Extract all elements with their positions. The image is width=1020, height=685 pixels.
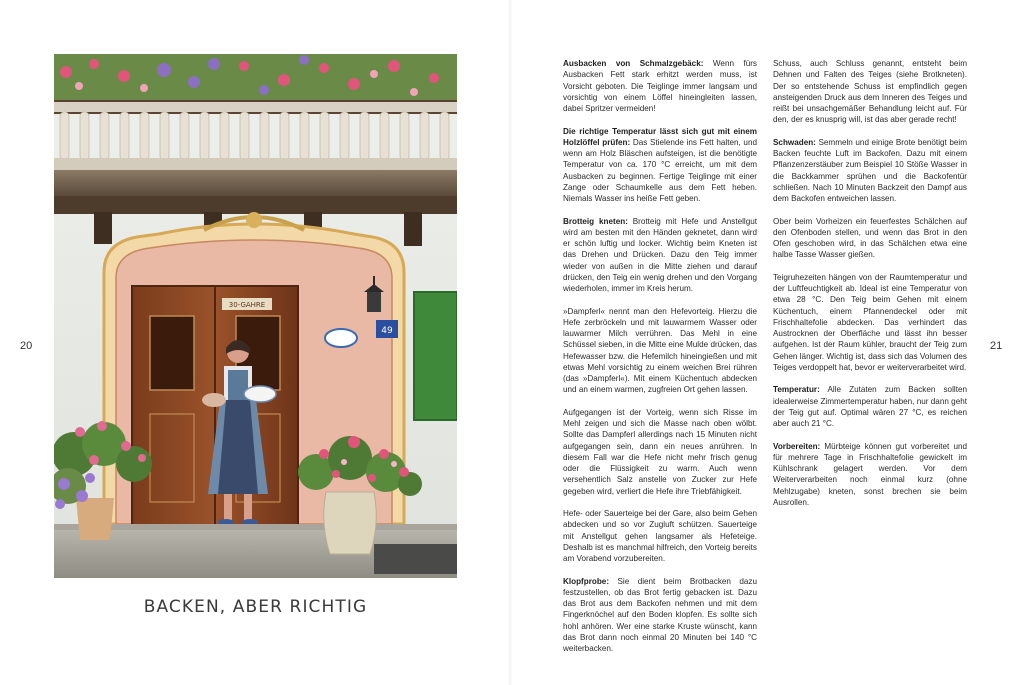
gutter	[508, 0, 512, 685]
paragraph-heading: Klopfprobe:	[563, 576, 610, 586]
house-number: 49	[381, 326, 393, 336]
text-column-right	[773, 58, 967, 519]
paragraph	[773, 441, 967, 509]
paragraph-text: Ober beim Vorheizen ein feuerfestes Schälchen auf den Ofenboden stellen, und wenn das Brot in den Ofen geschoben wird, in das Schälchen etwa eine halbe Tasse Wasser gießen.	[773, 216, 967, 260]
paragraph-heading: Schwaden:	[773, 137, 816, 147]
paragraph-text: »Dampferl« nennt man den Hefevorteig. Hierzu die Hefe zerbröckeln und mit lauwarmem Wasser oder lauwarmer Milch verrühren. Das Mehl in eine Schüssel sieben, in die Mitte eine Mulde drücken, das Hefewasser bzw. die Hefemilch hineingießen und mit etwas Mehl vorsichtig zu einem weichen Brei rühren (das »Dampferl«). Mit einem Küchentuch abdecken und an einem warmen, zugfreien Ort gehen lassen.	[563, 306, 757, 395]
house-entrance-photo	[54, 54, 457, 578]
paragraph	[773, 216, 967, 261]
paragraph-text: Alle Zutaten zum Backen sollten idealerweise Zimmertemperatur haben, nur dann geht der Teig gut auf. Optimal wären 27 °C, es reichen aber auch 21 °C.	[773, 385, 967, 428]
paragraph-text: Wenn fürs Ausbacken Fett stark erhitzt werden muss, ist Vorsicht geboten. Die Teiglinge immer langsam und vorsichtig von einem Löffel hineingleiten lassen, dabei Spritzer vermeiden!	[563, 59, 757, 113]
page-number-left: 20	[20, 340, 33, 352]
paragraph	[563, 126, 757, 205]
paragraph	[773, 137, 967, 205]
paragraph-text: Mürbteige können gut vorbereitet und für mehrere Tage in Frischhaltefolie gewickelt im Kühlschrank gelagert werden. Vor dem Weiterverarbeiten noch einmal kurz (ohne Mehlzugabe) kneten, sonst brechen sie beim Ausrollen.	[773, 441, 967, 507]
paragraph	[563, 407, 757, 497]
paragraph-text: Teigruhezeiten hängen von der Raumtemperatur und der Luftfeuchtigkeit ab. Ideal ist eine Temperatur von etwa 28 °C. Den Teig beim Gehen mit einem Küchentuch, einem Pfannendeckel oder mit Frischhaltefolie abdecken. Das verhindert das Austrocknen der Oberfläche und lässt ihn besser aufgehen. Ist der Raum kühler, braucht der Teig zum Gehen länger. Wichtig ist, dass sich das Volumen des Teiges verdoppelt hat, bevor er weiterverarbeitet wird.	[773, 272, 967, 372]
shutter-icon	[414, 292, 457, 420]
text-column-left	[563, 58, 757, 666]
paragraph-heading: Ausbacken von Schmalzgebäck:	[563, 59, 704, 68]
paragraph	[563, 508, 757, 564]
paragraph	[773, 272, 967, 373]
paragraph-heading: Temperatur:	[773, 385, 820, 395]
paragraph	[773, 58, 967, 126]
paragraph	[563, 306, 757, 396]
paragraph-heading: Vorbereiten:	[773, 441, 821, 451]
paragraph-text: Sie dient beim Brotbacken dazu festzustellen, ob das Brot fertig gebacken ist. Dazu das Brot aus dem Backofen nehmen und mit dem Fingerknöchel auf den Boden klopfen. Es sollte sich hohl anhören. Wer eine starke Kruste wünscht, kann das Brot dann noch einmal 20 Minuten bei 140 °C weiterbacken.	[563, 576, 757, 653]
paragraph-text: Hefe- oder Sauerteige bei der Gare, also beim Gehen abdecken und so vor Zugluft schützen. Sauerteige mit Anstellgut gehen langsamer als Hefeteige. Deshalb ist es manchmal hilfreich, den Vorteig bereits am Vorabend vorzubereiten.	[563, 509, 757, 563]
oval-plaque-icon	[325, 329, 357, 347]
paragraph	[563, 216, 757, 295]
paragraph-heading: Die richtige Temperatur lässt sich gut mit einem Holzlöffel prüfen:	[563, 126, 757, 147]
door-sign: 30-GAHRE	[228, 301, 266, 309]
paragraph	[563, 576, 757, 655]
chapter-title: BACKEN, ABER RICHTIG	[143, 597, 368, 617]
paragraph-text: Semmeln und einige Brote benötigt beim Backen feuchte Luft im Backofen. Dazu mit einem Pflanzenzerstäuber zum Beispiel 10 Stöße Wasser in die Backkammer sprühen und die Backofentür schließen. Nach 10 Minuten Backzeit den Dampf aus dem Backofen entweichen lassen.	[773, 137, 967, 203]
paragraph	[773, 384, 967, 429]
paragraph-text: Aufgegangen ist der Vorteig, wenn sich Risse im Mehl zeigen und sich die Masse nach oben wölbt. Sollte das Dampferl allerdings nach 15 Minuten nicht aufgegangen sein, dann ein neues anrühren. In diesem Fall war die Hefe nicht mehr frisch genug oder die Flüssigkeit zu warm. Auch wenn versehentlich Salz anstelle von Zucker zur Hefe gegeben wird, verliert die Hefe ihre Triebfähigkeit.	[563, 407, 757, 496]
paragraph-text: Schuss, auch Schluss genannt, entsteht beim Dehnen und Falten des Teiges (siehe Brotkneten). Der so entstehende Schuss ist empfindlich gegen ansteigenden Druck aus dem Inneren des Teiges und reißt bei unsachgemäßer Behandlung leicht auf. Für den, der es knusprig will, ist das aber gerade recht!	[773, 59, 967, 125]
paragraph-text: Brotteig mit Hefe und Anstellgut wird am besten mit den Händen geknetet, dann wird er schön luftig und locker. Wichtig beim Kneten ist das Drehen und Drücken. Dazu den Teig immer wieder von außen in die Mitte ziehen und darauf drücken, den Teig ein wenig drehen und den Vorgang wiederholen, immer im Kreis herum.	[563, 216, 757, 293]
paragraph	[563, 58, 757, 114]
paragraph-heading: Brotteig kneten:	[563, 216, 628, 226]
page-number-right: 21	[990, 340, 1003, 352]
paragraph-text: Das Stielende ins Fett halten, und wenn am Holz Bläschen aufsteigen, ist die benötigte Temperatur von ca. 170 °C erreicht, um mit dem Ausbacken zu beginnen. Fertige Teiglinge mit einer Zange oder Schaumkelle aus dem Fett heben. Niemals Wasser ins heiße Fett geben.	[563, 137, 757, 203]
flower-box-icon	[54, 54, 457, 100]
